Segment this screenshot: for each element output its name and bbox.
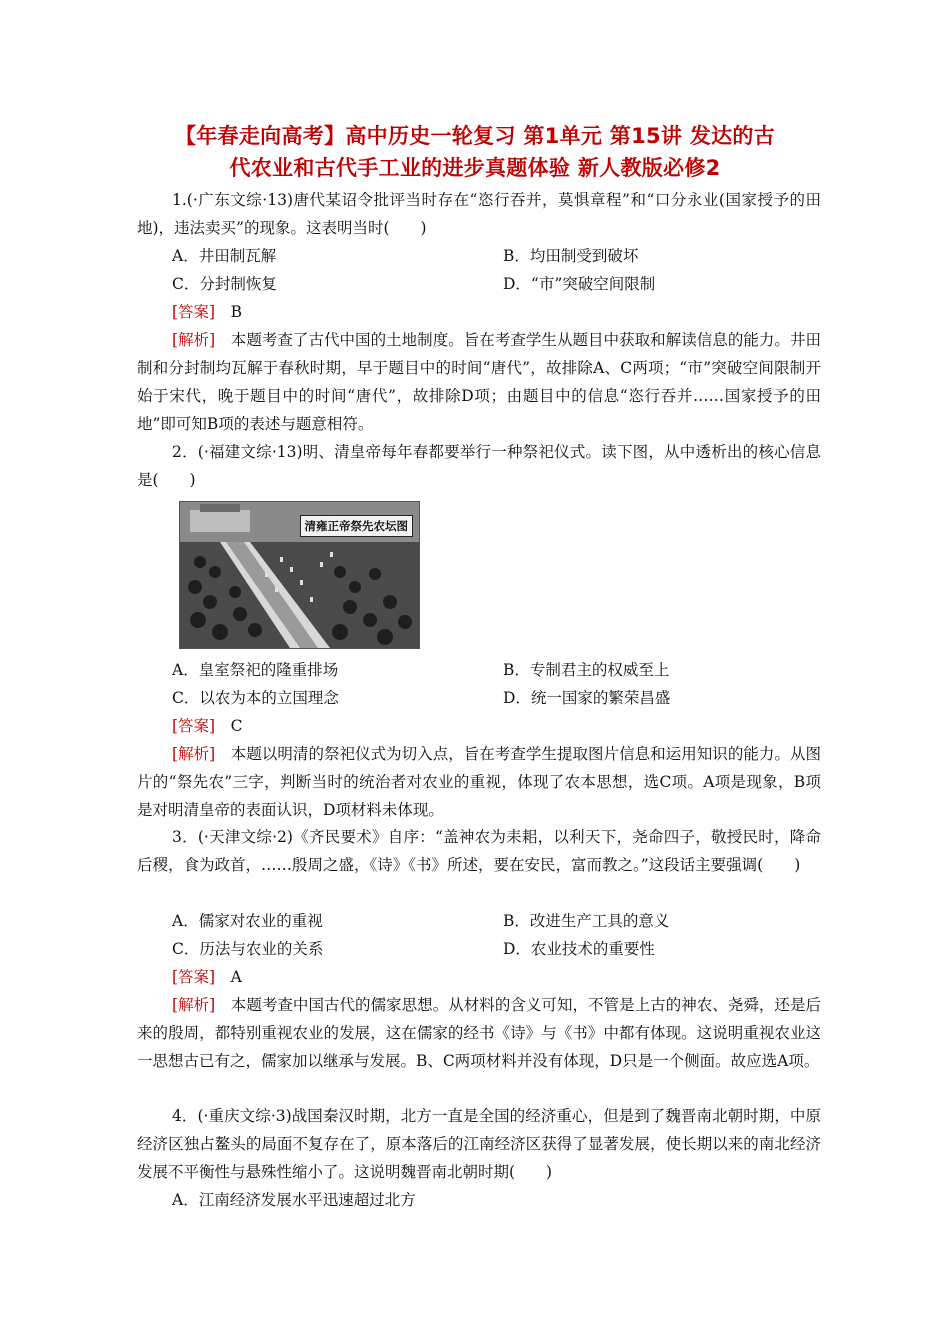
- answer-tag: [答案]: [172, 968, 216, 986]
- analysis-tag: [解析]: [172, 331, 216, 349]
- q1-answer-value: B: [230, 303, 243, 321]
- q3-option-d: D．农业技术的重要性: [503, 940, 655, 958]
- answer-tag: [答案]: [172, 303, 216, 321]
- q1-answer: [172, 298, 242, 326]
- q2-answer: [172, 712, 243, 740]
- q1-analysis-text: 本题考查了古代中国的土地制度。旨在考查学生从题目中获取和解读信息的能力。井田制和分封制均瓦解于春秋时期，早于题目中的时间“唐代”，故排除A、C两项；“市”突破空间限制开始于宋代，晚于题目中的时间“唐代”，故排除D项；由题目中的信息“恣行吞并……国家授予的田地”即可知B项的表述与题意相符。: [137, 331, 821, 433]
- q4-option-a: A．江南经济发展水平迅速超过北方: [172, 1191, 416, 1209]
- title-line-1: 【年春走向高考】高中历史一轮复习 第1单元 第15讲 发达的古: [174, 124, 776, 148]
- q3-option-b: B．改进生产工具的意义: [503, 912, 670, 930]
- q3-answer: [172, 963, 242, 991]
- q1-option-c: C．分封制恢复: [172, 275, 277, 293]
- analysis-tag: [解析]: [172, 745, 216, 763]
- page-title: [120, 120, 830, 184]
- q3-answer-value: A: [230, 968, 242, 986]
- figure-caption: 清雍正帝祭先农坛图: [300, 515, 414, 537]
- q1-option-b: B．均田制受到破坏: [503, 247, 639, 265]
- q2-option-d: D．统一国家的繁荣昌盛: [503, 689, 671, 707]
- q2-option-c: C．以农为本的立国理念: [172, 689, 339, 707]
- q3-option-a: A．儒家对农业的重视: [172, 912, 323, 930]
- ritual-painting-image: [179, 501, 420, 649]
- q2-answer-value: C: [230, 717, 243, 735]
- question-2-stem: 2．(·福建文综·13)明、清皇帝每年春都要举行一种祭祀仪式。读下图，从中透析出的核心信息是( ): [137, 443, 821, 489]
- q3-analysis-text: 本题考查中国古代的儒家思想。从材料的含义可知，不管是上古的神农、尧舜，还是后来的殷周，都特别重视农业的发展，这在儒家的经书《诗》与《书》中都有体现。这说明重视农业这一思想古已有之，儒家加以继承与发展。B、C两项材料并没有体现，D只是一个侧面。故应选A项。: [137, 996, 821, 1070]
- q1-option-d: D．“市”突破空间限制: [503, 275, 656, 293]
- question-4-stem: 4．(·重庆文综·3)战国秦汉时期，北方一直是全国的经济重心，但是到了魏晋南北朝时期，中原经济区独占鳌头的局面不复存在了，原本落后的江南经济区获得了显著发展，使长期以来的南北经济发展不平衡性与悬殊性缩小了。这说明魏晋南北朝时期( ): [137, 1107, 821, 1181]
- title-line-2: 代农业和古代手工业的进步真题体验 新人教版必修2: [229, 156, 721, 180]
- q2-analysis: [137, 740, 821, 824]
- q1-option-a: A．井田制瓦解: [172, 247, 277, 265]
- q3-analysis: [137, 991, 821, 1075]
- analysis-tag: [解析]: [172, 996, 216, 1014]
- q2-option-b: B．专制君主的权威至上: [503, 661, 670, 679]
- q2-analysis-text: 本题以明清的祭祀仪式为切入点，旨在考查学生提取图片信息和运用知识的能力。从图片的“祭先农”三字，判断当时的统治者对农业的重视，体现了农本思想，选C项。A项是现象，B项是对明清皇帝的表面认识，D项材料未体现。: [137, 745, 821, 819]
- q3-option-c: C．历法与农业的关系: [172, 940, 324, 958]
- question-1-stem: 1.(·广东文综·13)唐代某诏令批评当时存在“恣行吞并，莫惧章程”和“口分永业(国家授予的田地)，违法卖买”的现象。这表明当时( ): [137, 191, 821, 237]
- q2-option-a: A．皇室祭祀的隆重排场: [172, 661, 339, 679]
- q1-analysis: [137, 326, 821, 438]
- question-3-stem: 3．(·天津文综·2)《齐民要术》自序：“盖神农为耒耜，以利天下，尧命四子，敬授民时，降命后稷，食为政首，……殷周之盛，《诗》《书》所述，要在安民，富而教之。”这段话主要强调( ): [137, 828, 821, 874]
- answer-tag: [答案]: [172, 717, 216, 735]
